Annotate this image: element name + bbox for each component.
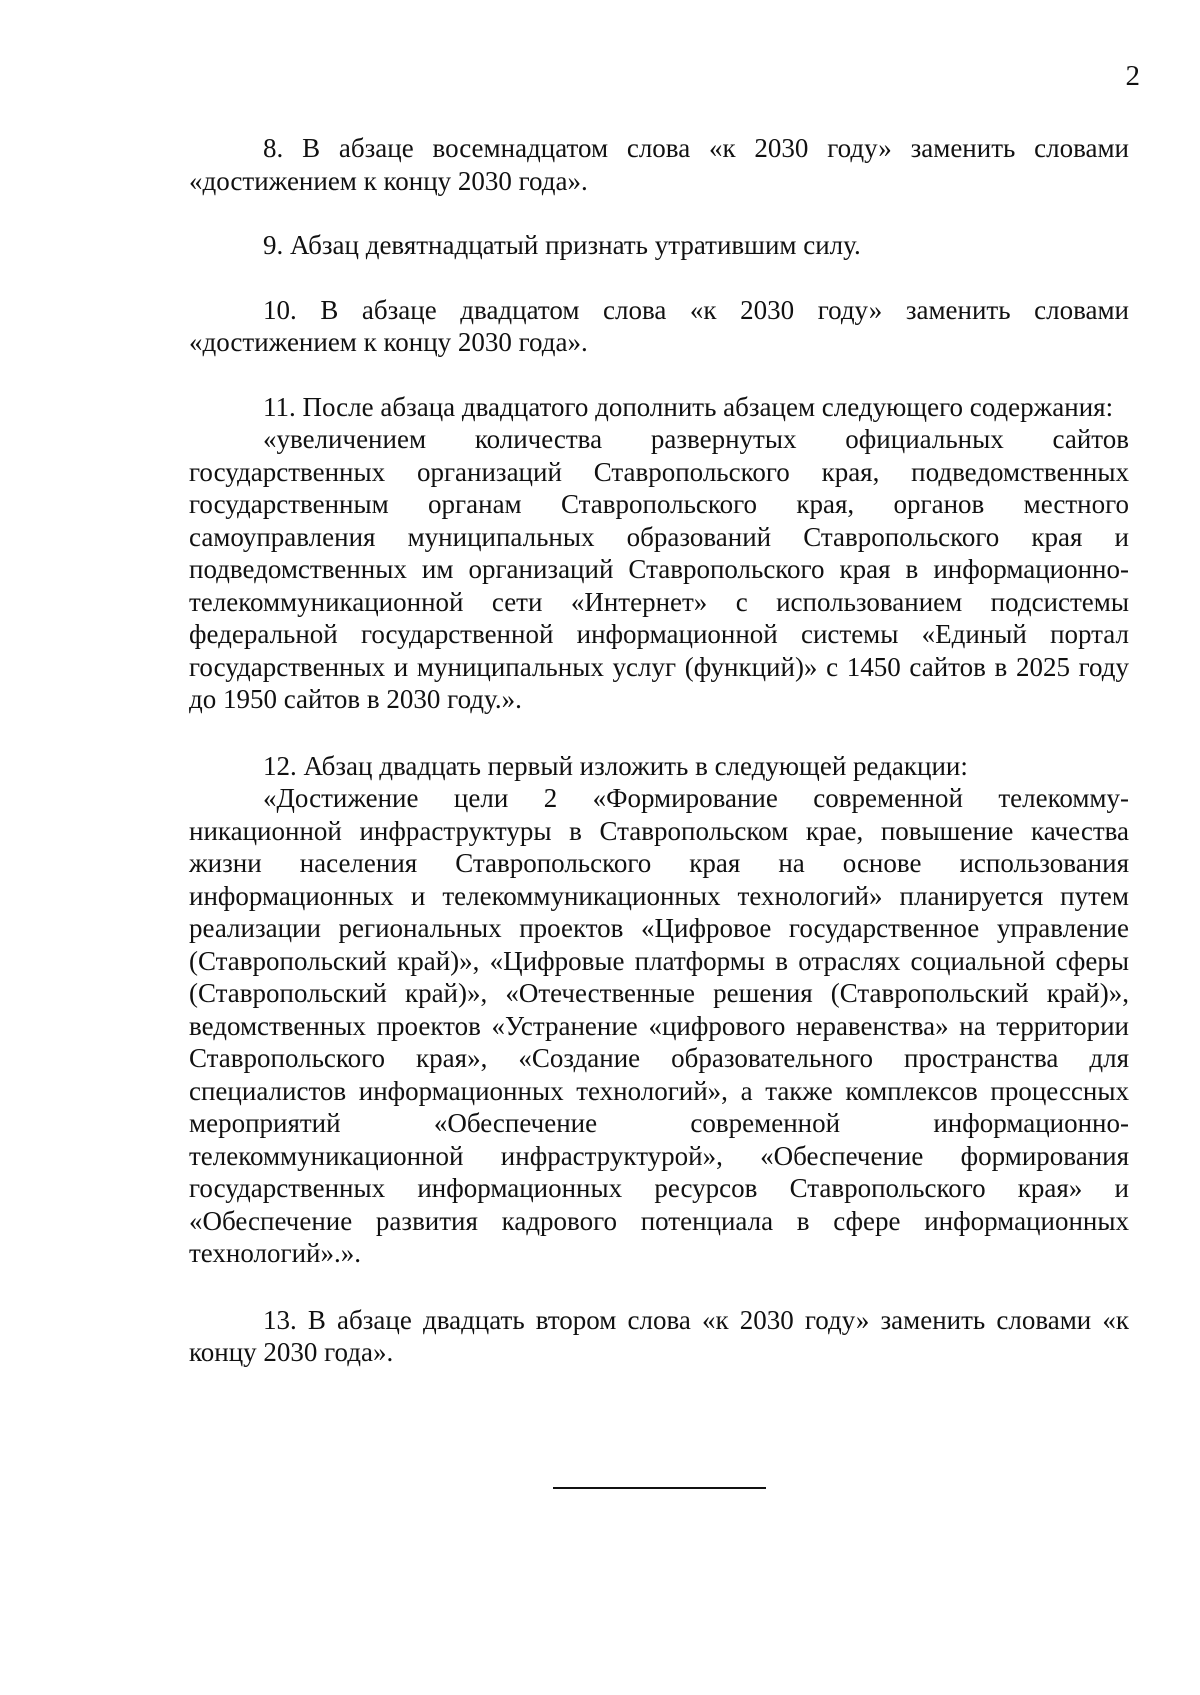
paragraph: 11. После абзаца двадцатого дополнить абзацем следующего содержания: (263, 391, 1114, 422)
amendment-item-10 (189, 294, 1129, 359)
amendment-item-9 (189, 229, 1129, 262)
paragraph: 9. Абзац девятнадцатый признать утратившим силу. (263, 230, 861, 260)
amendment-item-8 (189, 132, 1129, 197)
end-separator-line (553, 1487, 766, 1489)
amendment-item-11 (189, 391, 1129, 716)
paragraph: 13. В абзаце двадцать втором слова «к 2030 году» заменить словами «к концу 2030 года». (189, 1304, 1129, 1367)
amendment-item-13 (189, 1304, 1129, 1369)
quoted-paragraph: «Достижение цели 2 «Формирование современной телекоммуникационной инфраструктуры в Ставропольском крае, повышение качества жизни населения Ставропольского края на основе использования информационных и телекоммуникационных технологий» планируется путем реализации региональных проектов «Цифровое государственное управление (Ставропольский край)», «Цифровые платформы в отраслях социальной сферы (Ставропольский край)», «Отечественные решения (Ставропольский край)», ведомственных проектов «Устранение «цифрового неравенства» на территории Ставропольского края», «Создание образовательного пространства для специалистов информационных технологий», а также комплексов процессных мероприятий «Обеспечение современной информационно-телекоммуникационной инфраструктурой», «Обеспечение формирования государственных информационных ресурсов Ставропольского края» и «Обеспечение развития кадрового потенциала в сфере информационных технологий».». (189, 783, 1129, 1268)
paragraph: 10. В абзаце двадцатом слова «к 2030 году» заменить словами «достижением к концу 2030 года». (189, 294, 1129, 357)
paragraph: 8. В абзаце восемнадцатом слова «к 2030 году» заменить словами «достижением к концу 2030 года». (189, 133, 1129, 196)
document-body (189, 132, 1129, 1369)
page-number: 2 (1125, 60, 1140, 92)
amendment-item-12 (189, 750, 1129, 1270)
quoted-paragraph: «увеличением количества развернутых официальных сайтов государственных организаций Ставропольского края, подведомственных государственным органам Ставропольского края, органов местного самоуправления муниципальных образований Ставропольского края и подведомственных им организаций Ставропольского края в информационно-телекоммуникационной сети «Интернет» с использованием подсистемы федеральной государственной информационной системы «Единый портал государственных и муниципальных услуг (функций)» с 1450 сайтов в 2025 году до 1950 сайтов в 2030 году.». (189, 424, 1129, 714)
paragraph: 12. Абзац двадцать первый изложить в следующей редакции: (263, 750, 968, 781)
